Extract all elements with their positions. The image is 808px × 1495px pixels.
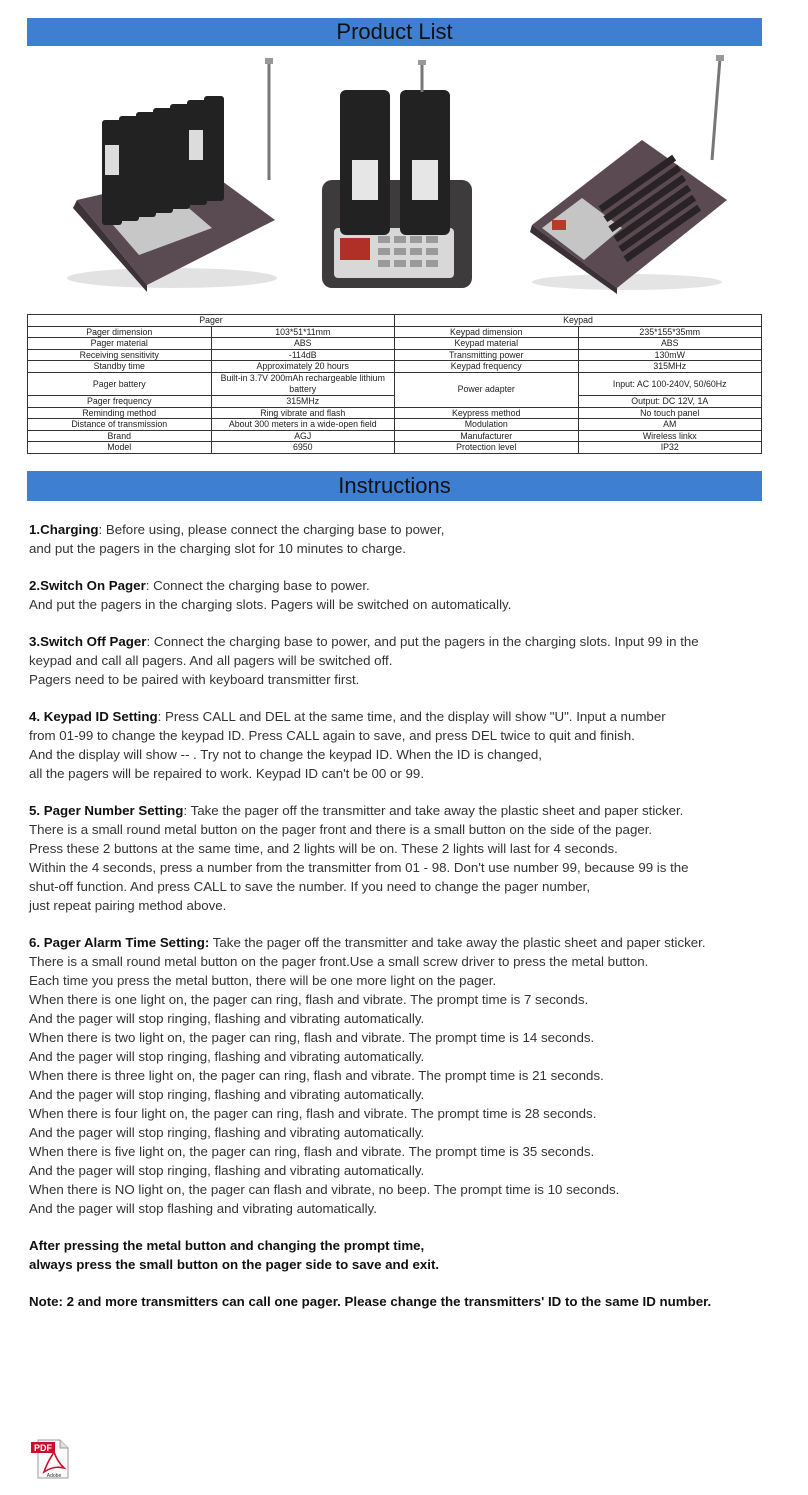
spec-table-header-row — [28, 315, 762, 327]
spec-label: Pager dimension — [28, 326, 212, 338]
section-title: 5. Pager Number Setting — [29, 803, 184, 818]
section-text: When there is four light on, the pager can ring, flash and vibrate. The prompt time is 28 seconds. — [29, 1106, 597, 1121]
section-text: from 01-99 to change the keypad ID. Press CALL again to save, and press DEL twice to quit and finish. — [29, 728, 635, 743]
section-title: 3.Switch Off Pager — [29, 634, 147, 649]
product-image-3 — [522, 50, 737, 295]
spec-label: Keypad frequency — [395, 361, 579, 373]
spec-value: 130mW — [578, 349, 762, 361]
section-keypad-id — [29, 707, 769, 783]
spec-value: 235*155*35mm — [578, 326, 762, 338]
product-image-1 — [47, 50, 297, 295]
spec-label: Power adapter — [395, 372, 579, 407]
section-text: When there is NO light on, the pager can flash and vibrate, no beep. The prompt time is 10 seconds. — [29, 1182, 620, 1197]
section-title: 6. Pager Alarm Time Setting: — [29, 935, 210, 950]
spec-label: Keypad dimension — [395, 326, 579, 338]
note-text: Note: 2 and more transmitters can call one pager. Please change the transmitters' ID to the same ID number. — [29, 1294, 712, 1309]
section-text: : Connect the charging base to power. — [145, 578, 370, 593]
spec-value: Built-in 3.7V 200mAh rechargeable lithium battery — [211, 372, 395, 395]
spec-label: Pager material — [28, 338, 212, 350]
section-text: And the pager will stop ringing, flashing and vibrating automatically. — [29, 1049, 425, 1064]
product-list-title: Product List — [336, 19, 453, 44]
section-text: And the pager will stop ringing, flashing and vibrating automatically. — [29, 1011, 425, 1026]
spec-table — [27, 314, 762, 454]
save-prompt-note — [29, 1236, 769, 1274]
spec-value: No touch panel — [578, 407, 762, 419]
spec-value: 6950 — [211, 442, 395, 454]
table-row — [28, 349, 762, 361]
transmitter-note — [29, 1292, 769, 1311]
spec-label: Standby time — [28, 361, 212, 373]
section-title: 4. Keypad ID Setting — [29, 709, 158, 724]
spec-label: Manufacturer — [395, 430, 579, 442]
section-switch-off — [29, 632, 769, 689]
section-text: When there is three light on, the pager can ring, flash and vibrate. The prompt time is 21 seconds. — [29, 1068, 604, 1083]
instructions-body — [29, 520, 769, 1329]
product-photos — [27, 50, 762, 298]
spec-value: Wireless linkx — [578, 430, 762, 442]
section-text: keypad and call all pagers. And all pagers will be switched off. — [29, 653, 393, 668]
table-row — [28, 419, 762, 431]
pdf-icon[interactable] — [30, 1436, 72, 1480]
spec-label: Brand — [28, 430, 212, 442]
section-text: And the pager will stop ringing, flashing and vibrating automatically. — [29, 1125, 425, 1140]
section-title: 2.Switch On Pager — [29, 578, 146, 593]
section-text: And the pager will stop ringing, flashing and vibrating automatically. — [29, 1087, 425, 1102]
spec-label: Keypress method — [395, 407, 579, 419]
section-text: And the pager will stop ringing, flashing and vibrating automatically. — [29, 1163, 425, 1178]
section-text: Pagers need to be paired with keyboard transmitter first. — [29, 672, 360, 687]
section-charging — [29, 520, 769, 558]
spec-value: 315MHz — [211, 395, 395, 407]
spec-label: Keypad material — [395, 338, 579, 350]
spec-label: Model — [28, 442, 212, 454]
section-switch-on — [29, 576, 769, 614]
pdf-label: PDF — [34, 1443, 52, 1453]
section-text: There is a small round metal button on the pager front.Use a small screw driver to press the metal button. — [29, 954, 649, 969]
spec-value: 315MHz — [578, 361, 762, 373]
spec-value: About 300 meters in a wide-open field — [211, 419, 395, 431]
product-list-banner — [27, 18, 762, 46]
spec-value: ABS — [211, 338, 395, 350]
section-text: When there is one light on, the pager can ring, flash and vibrate. The prompt time is 7 seconds. — [29, 992, 589, 1007]
table-row — [28, 361, 762, 373]
section-alarm-time — [29, 933, 769, 1218]
pager-column-header: Pager — [28, 315, 395, 327]
section-text: and put the pagers in the charging slot for 10 minutes to charge. — [29, 541, 406, 556]
section-text: And the display will show -- . Try not to change the keypad ID. When the ID is changed, — [29, 747, 542, 762]
spec-value: AGJ — [211, 430, 395, 442]
table-row — [28, 407, 762, 419]
section-text: shut-off function. And press CALL to save the number. If you need to change the pager number, — [29, 879, 591, 894]
section-pager-number — [29, 801, 769, 915]
adobe-label: Adobe — [46, 1473, 62, 1479]
spec-label: Pager battery — [28, 372, 212, 395]
section-text: When there is five light on, the pager can ring, flash and vibrate. The prompt time is 35 seconds. — [29, 1144, 595, 1159]
section-text: Within the 4 seconds, press a number from the transmitter from 01 - 98. Don't use number 99, because 99 is the — [29, 860, 689, 875]
section-text: Take the pager off the transmitter and take away the plastic sheet and paper sticker. — [209, 935, 706, 950]
table-row — [28, 442, 762, 454]
spec-value: -114dB — [211, 349, 395, 361]
keypad-column-header: Keypad — [395, 315, 762, 327]
note-text: always press the small button on the pager side to save and exit. — [29, 1257, 440, 1272]
section-text: There is a small round metal button on the pager front and there is a small button on the side of the pager. — [29, 822, 653, 837]
spec-value: AM — [578, 419, 762, 431]
spec-label: Transmitting power — [395, 349, 579, 361]
section-text: : Take the pager off the transmitter and take away the plastic sheet and paper sticker. — [183, 803, 684, 818]
spec-label: Receiving sensitivity — [28, 349, 212, 361]
section-text: And the pager will stop flashing and vibrating automatically. — [29, 1201, 377, 1216]
note-text: After pressing the metal button and changing the prompt time, — [29, 1238, 425, 1253]
spec-label: Reminding method — [28, 407, 212, 419]
spec-label: Protection level — [395, 442, 579, 454]
spec-value: Approximately 20 hours — [211, 361, 395, 373]
section-title: 1.Charging — [29, 522, 99, 537]
section-text: : Connect the charging base to power, and put the pagers in the charging slots. Input 99 in the — [146, 634, 699, 649]
product-image-2 — [312, 50, 482, 295]
instructions-banner — [27, 471, 762, 501]
section-text: Each time you press the metal button, there will be one more light on the pager. — [29, 973, 497, 988]
section-text: Press these 2 buttons at the same time, and 2 lights will be on. These 2 lights will last for 4 seconds. — [29, 841, 618, 856]
table-row — [28, 326, 762, 338]
section-text: just repeat pairing method above. — [29, 898, 227, 913]
spec-label: Distance of transmission — [28, 419, 212, 431]
table-row — [28, 372, 762, 395]
spec-value: Input: AC 100-240V, 50/60Hz — [578, 372, 762, 395]
spec-label: Pager frequency — [28, 395, 212, 407]
section-text: all the pagers will be repaired to work. Keypad ID can't be 00 or 99. — [29, 766, 425, 781]
spec-value: Ring vibrate and flash — [211, 407, 395, 419]
section-text: : Before using, please connect the charging base to power, — [98, 522, 445, 537]
section-text: When there is two light on, the pager can ring, flash and vibrate. The prompt time is 14 seconds. — [29, 1030, 595, 1045]
section-text: : Press CALL and DEL at the same time, and the display will show "U". Input a number — [157, 709, 666, 724]
section-text: And put the pagers in the charging slots. Pagers will be switched on automatically. — [29, 597, 512, 612]
spec-value: IP32 — [578, 442, 762, 454]
spec-value: Output: DC 12V, 1A — [578, 395, 762, 407]
instructions-title: Instructions — [338, 473, 451, 498]
table-row — [28, 430, 762, 442]
spec-value: ABS — [578, 338, 762, 350]
spec-value: 103*51*11mm — [211, 326, 395, 338]
table-row — [28, 338, 762, 350]
spec-label: Modulation — [395, 419, 579, 431]
